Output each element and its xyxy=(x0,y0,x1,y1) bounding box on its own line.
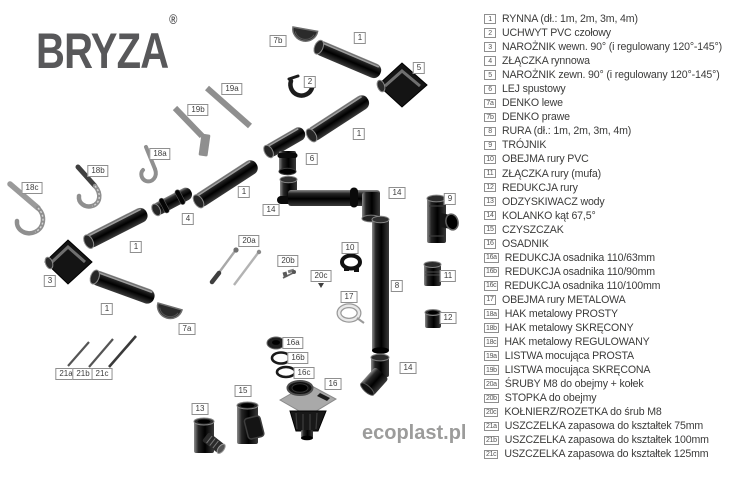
legend-item xyxy=(484,377,722,391)
legend-item xyxy=(484,26,722,40)
legend-item-badge: 10 xyxy=(484,155,496,165)
legend-item-label: OBEJMA rury METALOWA xyxy=(502,293,626,306)
legend-item xyxy=(484,391,722,405)
elbow-bottom xyxy=(358,354,389,397)
legend-item-badge: 21a xyxy=(486,422,497,430)
part-callout: 16a xyxy=(282,337,303,349)
site-name: ecoplast.pl xyxy=(362,422,467,444)
brand-logo xyxy=(36,11,178,80)
legend-item xyxy=(484,209,722,223)
part-callout: 6 xyxy=(306,153,318,165)
legend-item-label: OSADNIK xyxy=(502,237,549,250)
legend-item-label: REDUKCJA osadnika 110/63mm xyxy=(504,251,655,264)
legend-item xyxy=(484,237,722,251)
legend-item-badge: 18c xyxy=(486,338,497,346)
part-callout: 1 xyxy=(101,303,113,315)
part-callout: 18a xyxy=(149,148,170,160)
legend-item-badge: 16a xyxy=(486,254,497,262)
legend-item-badge: 18b xyxy=(486,324,497,332)
legend-item xyxy=(484,321,722,335)
rosette xyxy=(318,283,324,288)
legend-item-badge: 18a xyxy=(486,310,497,318)
legend-item-label: HAK metalowy PROSTY xyxy=(504,308,618,320)
part-callout: 9 xyxy=(444,193,456,205)
legend-item-label: ODZYSKIWACZ wody xyxy=(502,195,605,208)
part-callout: 1 xyxy=(353,128,365,140)
part-callout: 18c xyxy=(22,182,43,194)
legend-item-badge: 1 xyxy=(484,14,496,24)
trap-reducer-100 xyxy=(277,367,295,377)
legend-item-label: RYNNA (dł.: 1m, 2m, 3m, 4m) xyxy=(502,13,638,26)
legend-item-label: DENKO lewe xyxy=(502,97,563,110)
part-callout: 14 xyxy=(400,362,417,374)
legend-item-badge: 16c xyxy=(486,282,497,290)
part-callout: 2 xyxy=(304,76,316,88)
legend-item xyxy=(484,251,722,265)
part-callout: 14 xyxy=(263,204,280,216)
legend-item-label: LISTWA mocująca PROSTA xyxy=(504,350,634,363)
legend-item-badge: 21b xyxy=(486,436,497,444)
clamp-foot xyxy=(283,269,296,278)
legend-item xyxy=(484,181,722,195)
legend-item-label: NAROŻNIK wewn. 90° (i regulowany 120°-145°) xyxy=(502,41,722,54)
legend-item xyxy=(484,363,722,377)
legend-item-label: REDUKCJA rury xyxy=(502,181,578,194)
legend-item-badge: 5 xyxy=(484,70,496,80)
legend-item xyxy=(484,293,722,307)
legend-item-label: KOLANKO kąt 67,5° xyxy=(502,209,596,222)
part-callout: 8 xyxy=(391,280,403,292)
part-callout: 3 xyxy=(44,275,56,287)
legend-item-badge: 8 xyxy=(484,127,496,137)
pipe-clamp-metal xyxy=(339,306,364,323)
legend-item xyxy=(484,335,722,349)
legend-item-label: ZŁĄCZKA rury (mufa) xyxy=(502,167,601,180)
legend-item xyxy=(484,419,722,433)
legend-item xyxy=(484,447,722,461)
part-callout: 15 xyxy=(235,385,252,397)
legend-item-badge: 12 xyxy=(484,183,496,193)
legend-item-badge: 20c xyxy=(486,408,497,416)
legend-item-label: UCHWYT PVC czołowy xyxy=(502,27,611,40)
legend-item-label: ZŁĄCZKA rynnowa xyxy=(502,55,590,68)
part-callout: 16c xyxy=(294,367,315,379)
legend-item xyxy=(484,405,722,419)
part-callout: 14 xyxy=(389,187,406,199)
part-callout: 10 xyxy=(342,242,359,254)
part-callout: 7b xyxy=(270,35,287,47)
legend-item-badge: 3 xyxy=(484,42,496,52)
legend-item xyxy=(484,307,722,321)
legend-item xyxy=(484,82,722,96)
legend-item-label: TRÓJNIK xyxy=(502,139,547,152)
screws-m8 xyxy=(212,247,261,285)
legend-item-badge: 9 xyxy=(484,141,496,151)
legend-item-badge: 17 xyxy=(484,295,496,305)
part-callout: 19b xyxy=(187,104,208,116)
legend-item-label: HAK metalowy REGULOWANY xyxy=(504,336,650,349)
spare-gasket-100 xyxy=(89,339,113,367)
legend-item-label: REDUKCJA osadnika 110/90mm xyxy=(504,265,655,278)
part-callout: 12 xyxy=(440,312,457,324)
legend-item-label: STOPKA do obejmy xyxy=(504,392,597,405)
legend-item-badge: 7b xyxy=(484,113,496,123)
part-callout: 7a xyxy=(179,323,196,335)
brand-name: BRYZA xyxy=(36,23,169,79)
legend-item-badge: 4 xyxy=(484,56,496,66)
legend-item xyxy=(484,279,722,293)
legend-item-label: REDUKCJA osadnika 110/100mm xyxy=(504,279,661,292)
downpipe xyxy=(372,216,389,354)
legend-item-badge: 2 xyxy=(484,28,496,38)
legend-item-badge: 15 xyxy=(484,225,496,235)
legend-item xyxy=(484,40,722,54)
legend-item xyxy=(484,195,722,209)
gutter-section-b xyxy=(191,157,261,209)
legend-item-label: CZYSZCZAK xyxy=(502,223,564,236)
part-callout: 20a xyxy=(238,235,259,247)
part-callout: 21a xyxy=(55,368,76,380)
legend-item xyxy=(484,68,722,82)
legend-item-label: OBEJMA rury PVC xyxy=(502,153,589,166)
legend-item xyxy=(484,433,722,447)
legend-item xyxy=(484,349,722,363)
legend-item-label: LISTWA mocująca SKRĘCONA xyxy=(504,364,651,377)
part-callout: 20c xyxy=(311,270,332,282)
legend-item-label: USZCZELKA zapasowa do kształtek 100mm xyxy=(504,434,709,447)
cleanout xyxy=(237,402,264,444)
legend-item xyxy=(484,124,722,138)
legend-item-label: NAROŻNIK zewn. 90° (i regulowany 120°-145°) xyxy=(502,69,720,82)
legend-item-badge: 19a xyxy=(486,352,497,360)
legend-item xyxy=(484,54,722,68)
legend-item xyxy=(484,96,722,110)
part-callout: 16b xyxy=(287,352,308,364)
spare-gasket-125 xyxy=(109,336,136,367)
spare-gasket-75 xyxy=(68,342,89,366)
legend-item-badge: 20a xyxy=(486,380,497,388)
registered-mark: ® xyxy=(169,11,178,28)
legend-item-badge: 13 xyxy=(484,197,496,207)
part-callout: 19a xyxy=(221,83,242,95)
part-callout: 18b xyxy=(87,165,108,177)
part-callout: 1 xyxy=(354,32,366,44)
legend-item xyxy=(484,152,722,166)
legend-item xyxy=(484,167,722,181)
legend-item-badge: 20b xyxy=(486,394,497,402)
legend-item xyxy=(484,12,722,26)
legend-item-label: DENKO prawe xyxy=(502,111,570,124)
part-callout: 20b xyxy=(277,255,298,267)
legend-item-label: LEJ spustowy xyxy=(502,83,566,96)
part-callout: 4 xyxy=(182,213,194,225)
legend-item-badge: 7a xyxy=(484,99,496,109)
legend-item-badge: 6 xyxy=(484,85,496,95)
legend-item-label: KOŁNIERZ/ROZETKA do śrub M8 xyxy=(504,406,662,419)
gutter-section-d xyxy=(312,39,383,81)
legend-item xyxy=(484,265,722,279)
legend-item-badge: 14 xyxy=(484,211,496,221)
end-cap-right xyxy=(291,27,318,43)
legend-item xyxy=(484,110,722,124)
pipe-coupler xyxy=(424,262,441,287)
legend-item-badge: 11 xyxy=(484,169,496,179)
legend-item-badge: 21c xyxy=(486,450,497,458)
elbow-assembly xyxy=(277,176,380,222)
legend-item xyxy=(484,223,722,237)
part-callout: 13 xyxy=(192,403,209,415)
legend-item-label: RURA (dł.: 1m, 2m, 3m, 4m) xyxy=(502,125,632,138)
part-callout: 11 xyxy=(440,270,456,282)
part-callout: 21c xyxy=(92,368,113,380)
legend-list xyxy=(484,12,722,462)
funnel xyxy=(262,125,308,175)
part-callout: 16 xyxy=(325,378,342,390)
water-collector xyxy=(194,418,227,455)
end-cap-left xyxy=(155,303,182,321)
part-callout: 1 xyxy=(238,186,250,198)
legend-item-label: ŚRUBY M8 do obejmy + kołek xyxy=(504,378,644,391)
legend-item-badge: 19b xyxy=(486,366,497,374)
legend-item-label: HAK metalowy SKRĘCONY xyxy=(504,322,634,335)
part-callout: 17 xyxy=(341,291,358,303)
gutter-section-e xyxy=(88,269,156,306)
part-callout: 21b xyxy=(72,368,93,380)
legend-item xyxy=(484,138,722,152)
legend-item-badge: 16 xyxy=(484,239,496,249)
legend-item-label: USZCZELKA zapasowa do kształtek 75mm xyxy=(504,420,704,433)
part-callout: 1 xyxy=(130,241,142,253)
part-callout: 5 xyxy=(413,62,425,74)
legend-item-label: USZCZELKA zapasowa do kształtek 125mm xyxy=(504,448,709,461)
pipe-clamp-pvc xyxy=(342,256,360,273)
legend-item-badge: 16b xyxy=(486,268,497,276)
